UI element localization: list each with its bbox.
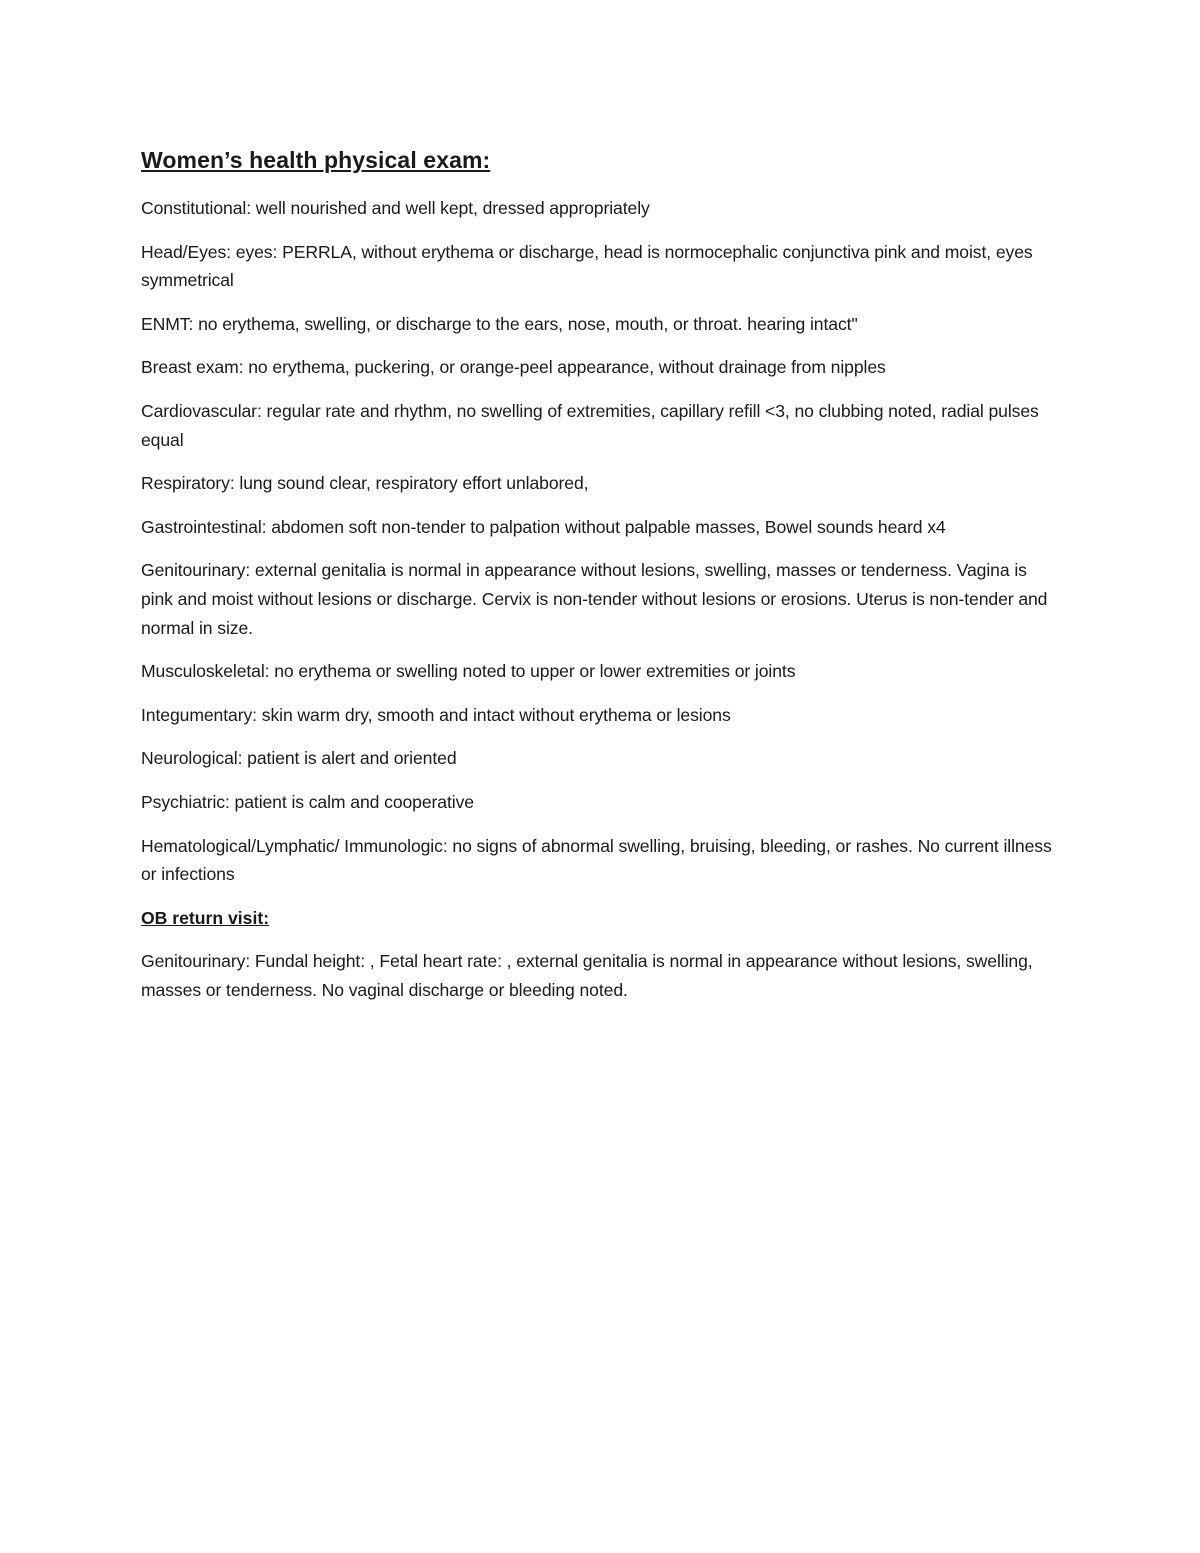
exam-musculoskeletal: Musculoskeletal: no erythema or swelling noted to upper or lower extremities or joints: [141, 661, 796, 682]
exam-neurological: Neurological: patient is alert and oriented: [141, 748, 457, 769]
exam-respiratory: Respiratory: lung sound clear, respiratory effort unlabored,: [141, 473, 589, 494]
exam-hematological: Hematological/Lymphatic/ Immunologic: no signs of abnormal swelling, bruising, bleeding, or rashes. No current illness or infections: [141, 835, 1052, 885]
exam-breast: Breast exam: no erythema, puckering, or orange-peel appearance, without drainage from nipples: [141, 357, 886, 378]
document-page: [141, 140, 1061, 1019]
exam-cardiovascular: Cardiovascular: regular rate and rhythm, no swelling of extremities, capillary refill <3, no clubbing noted, radial pulses equal: [141, 400, 1039, 450]
exam-constitutional: Constitutional: well nourished and well kept, dressed appropriately: [141, 198, 650, 218]
ob-return-visit-heading: OB return visit:: [141, 907, 270, 928]
exam-gastrointestinal: Gastrointestinal: abdomen soft non-tender to palpation without palpable masses, Bowel sounds heard x4: [141, 516, 946, 537]
exam-head-eyes: Head/Eyes: eyes: PERRLA, without erythema or discharge, head is normocephalic conjunctiva pink and moist, eyes symmetrical: [141, 241, 1033, 291]
ob-genitourinary: Genitourinary: Fundal height: , Fetal heart rate: , external genitalia is normal in appearance without lesions, swelling, masses or tenderness. No vaginal discharge or bleeding noted.: [141, 951, 1033, 1000]
document-title: Women’s health physical exam:: [141, 147, 491, 173]
exam-integumentary: Integumentary: skin warm dry, smooth and intact without erythema or lesions: [141, 704, 731, 725]
exam-genitourinary: Genitourinary: external genitalia is normal in appearance without lesions, swelling, masses or tenderness. Vagina is pink and moist without lesions or discharge. Cervix is non-tender without lesions or erosions. Uterus is non-tender and normal in size.: [141, 560, 1048, 638]
exam-psychiatric: Psychiatric: patient is calm and cooperative: [141, 791, 474, 812]
exam-enmt: ENMT: no erythema, swelling, or discharge to the ears, nose, mouth, or throat. hearing intact": [141, 313, 858, 334]
